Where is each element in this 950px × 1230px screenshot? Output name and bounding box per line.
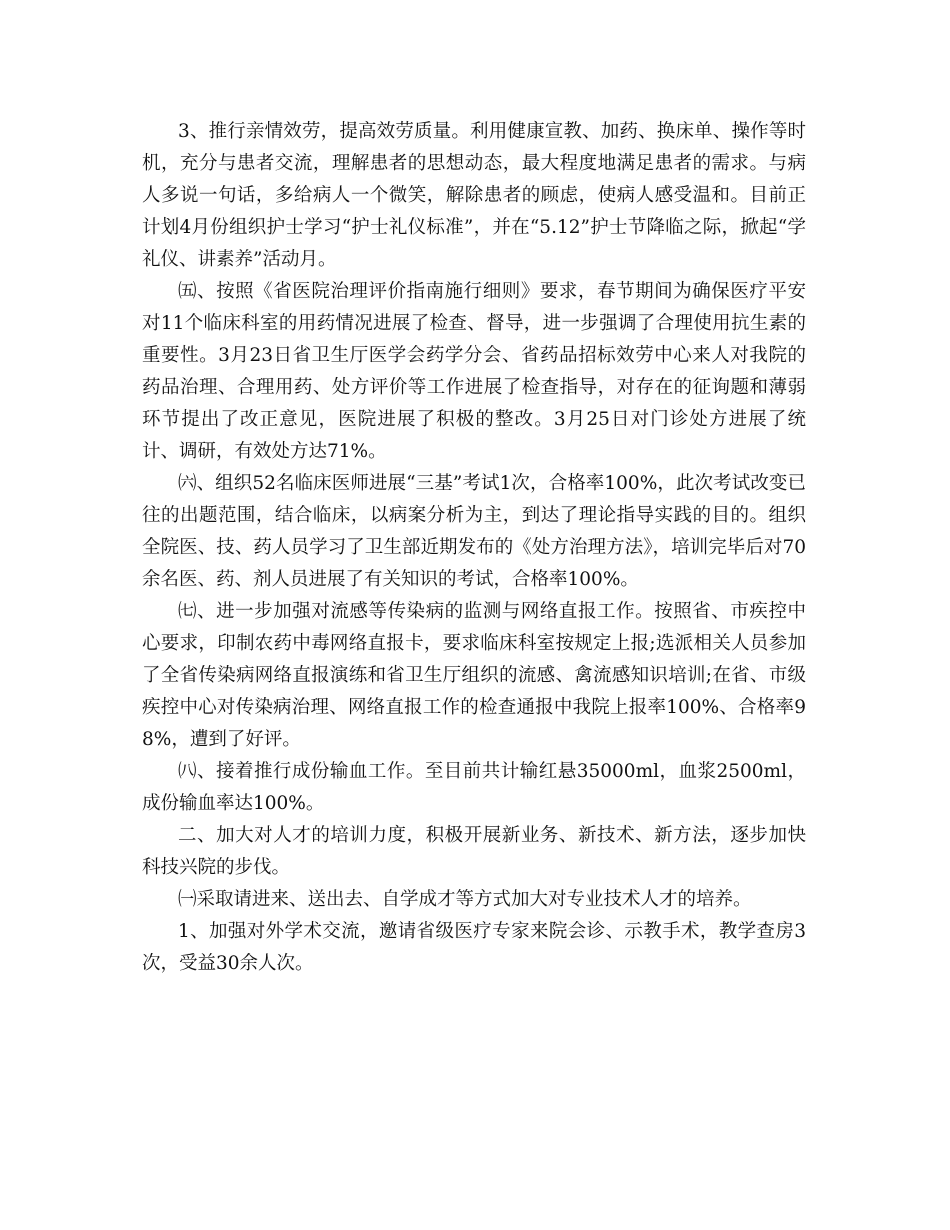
paragraph-infectious-disease-reporting: ㈦、进一步加强对流感等传染病的监测与网络直报工作。按照省、市疾控中心要求，印制农药中毒网络直报卡，要求临床科室按规定上报;选派相关人员参加了全省传染病网络直报演练和省卫生厅组织的流感、禽流感知识培训;在省、市级疾控中心对传染病治理、网络直报工作的检查通报中我院上报率100%、合格率98%，遭到了好评。 <box>142 601 806 750</box>
paragraph-talent-cultivation: ㈠采取请进来、送出去、自学成才等方式加大对专业技术人才的培养。 <box>178 889 752 910</box>
paragraph-academic-exchange: 1、加强对外学术交流，邀请省级医疗专家来院会诊、示教手术，教学查房3次，受益30余人次。 <box>142 921 806 974</box>
document-body <box>142 116 806 980</box>
paragraph-talent-training-heading: 二、加大对人才的培训力度，积极开展新业务、新技术、新方法，逐步加快科技兴院的步伐。 <box>142 825 806 878</box>
paragraph-nursing-service: 3、推行亲情效劳，提高效劳质量。利用健康宣教、加药、换床单、操作等时机，充分与患者交流，理解患者的思想动态，最大程度地满足患者的需求。与病人多说一句话，多给病人一个微笑，解除患者的顾虑，使病人感受温和。目前正计划4月份组织护士学习“护士礼仪标准”，并在“5.12”护士节降临之际，掀起“学礼仪、讲素养”活动月。 <box>142 121 806 270</box>
paragraph-three-basics-exam: ㈥、组织52名临床医师进展“三基”考试1次，合格率100%，此次考试改变已往的出题范围，结合临床，以病案分析为主，到达了理论指导实践的目的。组织全院医、技、药人员学习了卫生部近期发布的《处方治理方法》，培训完毕后对70余名医、药、剂人员进展了有关知识的考试，合格率100%。 <box>142 473 806 590</box>
paragraph-pharmacy-management: ㈤、按照《省医院治理评价指南施行细则》要求，春节期间为确保医疗平安对11个临床科室的用药情况进展了检查、督导，进一步强调了合理使用抗生素的重要性。3月23日省卫生厅医学会药学分会、省药品招标效劳中心来人对我院的药品治理、合理用药、处方评价等工作进展了检查指导，对存在的征询题和薄弱环节提出了改正意见，医院进展了积极的整改。3月25日对门诊处方进展了统计、调研，有效处方达71%。 <box>142 281 806 462</box>
paragraph-component-transfusion: ㈧、接着推行成份输血工作。至目前共计输红悬35000ml，血浆2500ml，成份输血率达100%。 <box>142 761 806 814</box>
